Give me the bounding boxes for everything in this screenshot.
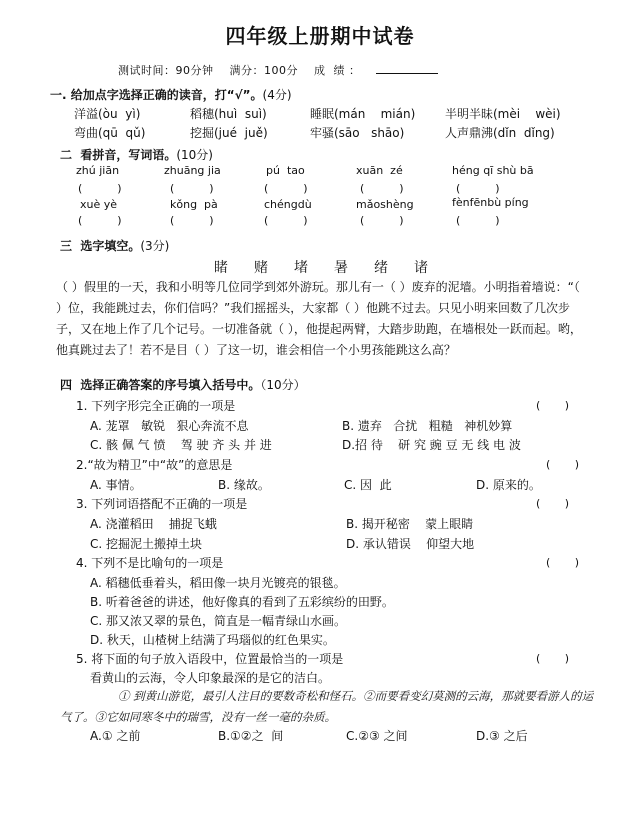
pinyin-item: kǒng pà [170,198,218,211]
choice-char: 诸 [414,260,428,276]
option-a: A.① 之前 [90,729,141,743]
question-5-stem: 5. 将下面的句子放入语段中，位置最恰当的一项是 [76,652,344,666]
answer-blank[interactable]: ( ) [264,214,308,227]
option-b: B.①②之 间 [218,729,284,743]
section-1-heading [50,86,292,103]
section-3-points: (3分) [140,239,170,253]
sec1-item: 稻穗(huì suì) [190,107,267,121]
sec1-item: 弯曲(qū qǔ) [74,126,146,140]
choice-char: 赌 [254,260,268,276]
choice-char: 暑 [334,260,348,276]
question-4-stem: 4. 下列不是比喻句的一项是 [76,556,224,570]
question-2-answer[interactable]: ( ) [546,458,580,471]
option-c: C. 骸 佩 气 愤 驾 驶 齐 头 并 进 [90,438,272,452]
answer-blank[interactable]: ( ) [360,182,404,195]
answer-blank[interactable]: ( ) [360,214,404,227]
sec1-item: 洋溢(òu yì) [74,107,141,121]
section-4-heading-text: 四 选择正确答案的序号填入括号中。 [60,378,261,392]
option-a: A. 事情。 [90,478,142,492]
option-c: C. 那又浓又翠的景色，简直是一幅青绿山水画。 [90,614,347,628]
pinyin-item: xuè yè [80,198,118,211]
question-1-answer[interactable]: ( ) [536,399,570,412]
section-2-points: (10分) [176,148,213,162]
section-2-heading [60,146,213,163]
option-a: A. 稻穗低垂着头，稻田像一块月光镀亮的银毯。 [90,576,346,590]
answer-blank[interactable]: ( ) [170,182,214,195]
page-title: 四年级上册期中试卷 [225,24,415,48]
option-c: C. 挖掘泥土搬掉土块 [90,537,203,551]
section-4-heading [60,376,306,393]
option-c: C.②③ 之间 [346,729,408,743]
sec1-item: 牢骚(sāo shāo) [310,126,405,140]
section-3-heading-text: 三 选字填空。 [60,239,141,253]
sec1-item: 人声鼎沸(dǐn dǐng) [445,126,555,140]
section-3-heading [60,237,169,254]
answer-blank[interactable]: ( ) [78,182,122,195]
pinyin-item: mǎoshèng [356,198,414,211]
option-d: D. 原来的。 [476,478,541,492]
section-2-heading-text: 二 看拼音，写词语。 [60,148,177,162]
answer-blank[interactable]: ( ) [170,214,214,227]
pinyin-item: fènfēnbù píng [452,196,529,209]
option-d: D.招 待 研 究 豌 豆 无 线 电 波 [342,438,521,452]
answer-blank[interactable]: ( ) [456,182,500,195]
section-1-points: (4分) [262,88,292,102]
question-3-stem: 3. 下列词语搭配不正确的一项是 [76,497,248,511]
sec1-item: 睡眠(mán mián) [310,107,416,121]
option-a: A. 茏罩 敏锐 狠心奔流不息 [90,419,249,433]
choice-char: 堵 [294,260,308,276]
section-1-heading-text: 一. 给加点字选择正确的读音，打“√”。 [50,88,263,102]
sec1-item: 半明半昧(mèi wèi) [445,107,561,121]
question-1-stem: 1. 下列字形完全正确的一项是 [76,399,236,413]
choice-char: 绪 [374,260,388,276]
score-blank[interactable] [376,73,438,74]
option-a: A. 浇灌稻田 捕捉飞蛾 [90,517,217,531]
exam-info: 测试时间：90分钟 满分：100分 成 绩 ： [118,64,361,77]
answer-blank[interactable]: ( ) [78,214,122,227]
answer-blank[interactable]: ( ) [456,214,500,227]
pinyin-item: héng qī shù bā [452,164,534,177]
pinyin-item: chéngdù [264,198,312,211]
pinyin-item: zhuāng jia [164,164,221,177]
option-d: D.③ 之后 [476,729,528,743]
option-b: B. 揭开秘密 蒙上眼睛 [346,517,474,531]
sec1-item: 挖掘(jué juě) [190,126,268,140]
option-b: B. 遗弃 合扰 粗糙 神机妙算 [342,419,513,433]
fill-in-paragraph: （ ）假里的一天，我和小明等几位同学到郊外游玩。那儿有一（ ）废弃的泥墙。小明指着墙说：“（ ）位，我能跳过去，你们信吗？”我们摇摇头，大家都（ ）他跳不过去。只见小明来回数了几次步子，又在地上作了几个记号。一切准备就（ ），他提起两臂，大踏步助跑，在墙根处一跃而起。哟，他真跳过去了！若不是目（ ）了这一切，谁会相信一个小男孩能跳这么高？ [56,280,582,357]
pinyin-item: xuān zé [356,164,403,177]
question-2-stem: 2.“故为精卫”中“故”的意思是 [76,458,233,472]
question-5-passage: ① 到黄山游览，最引人注目的要数奇松和怪石。②而要看变幻莫测的云海，那就要看游人的运气了。③它如同寒冬中的瑞雪，没有一丝一毫的杂质。 [60,689,594,724]
option-b: B. 缘故。 [218,478,270,492]
choice-char: 睹 [214,260,228,276]
answer-blank[interactable]: ( ) [264,182,308,195]
pinyin-item: zhú jiān [76,164,120,177]
option-c: C. 因 此 [344,478,392,492]
question-3-answer[interactable]: ( ) [536,497,570,510]
pinyin-item: pú tao [266,164,305,177]
question-5-sentence: 看黄山的云海，令人印象最深的是它的洁白。 [90,671,331,685]
question-5-answer[interactable]: ( ) [536,652,570,665]
question-4-answer[interactable]: ( ) [546,556,580,569]
option-d: D. 秋天，山楂树上结满了玛瑙似的红色果实。 [90,633,335,647]
option-b: B. 听着爸爸的讲述，他好像真的看到了五彩缤纷的田野。 [90,595,394,609]
option-d: D. 承认错误 仰望大地 [346,537,475,551]
section-4-points: （10分） [260,378,306,392]
